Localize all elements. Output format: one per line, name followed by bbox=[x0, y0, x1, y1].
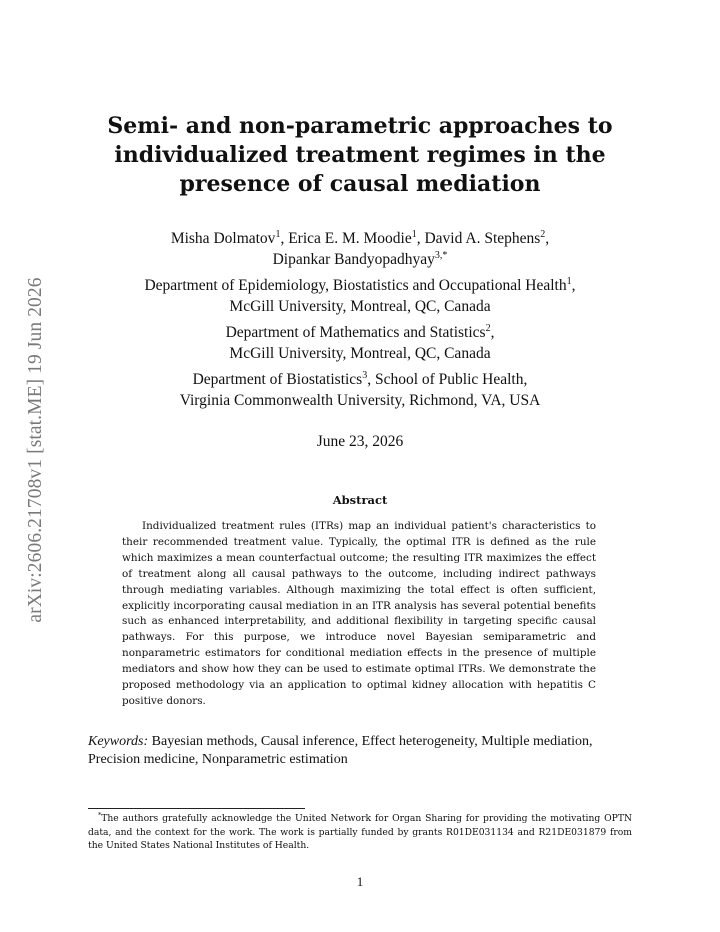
abstract-body bbox=[122, 519, 596, 710]
affiliation-text: Department of Mathematics and Statistics bbox=[225, 324, 486, 341]
keywords bbox=[88, 733, 632, 768]
footnote-text: The authors gratefully acknowledge the United Network for Organ Sharing for providing the motivating OPTN data, and the context for the work. The work is partially funded by grants R01DE031134 and R21DE031879 from the United States National Institutes of Health. bbox=[88, 813, 632, 851]
keywords-text: Bayesian methods, Causal inference, Effect heterogeneity, Multiple mediation, Precision medicine, Nonparametric estimation bbox=[88, 734, 593, 767]
abstract-text: Individualized treatment rules (ITRs) map an individual patient's characteristics to their recommended treatment value. Typically, the optimal ITR is defined as the rule which maximizes a mean counterfactual outcome; the resulting ITR maximizes the effect of treatment along all causal pathways to the outcome, including indirect pathways through mediating variables. Although maximizing the total effect is often sufficient, explicitly incorporating causal mediation in an ITR analysis has several potential benefits such as enhanced interpretability, and additional flexibility in targeting specific causal pathways. For this purpose, we introduce novel Bayesian semiparametric and nonparametric estimators for conditional mediation effects in the presence of multiple mediators and show how they can be used to estimate optimal ITRs. We demonstrate the proposed methodology via an application to optimal kidney allocation with hepatitis C positive donors. bbox=[122, 520, 596, 707]
paper-date: June 23, 2026 bbox=[316, 433, 404, 450]
footnote-rule bbox=[88, 808, 305, 809]
affiliation-text: McGill University, Montreal, QC, Canada bbox=[229, 298, 491, 315]
footnote-marker: * bbox=[98, 811, 102, 819]
affiliation-text: , School of Public Health, bbox=[367, 371, 528, 388]
affiliation-marker: 3,* bbox=[434, 250, 448, 261]
affiliation-1 bbox=[0, 275, 720, 317]
abstract-heading: Abstract bbox=[332, 493, 388, 507]
author-name: , David A. Stephens bbox=[416, 230, 541, 247]
affiliation-2 bbox=[0, 322, 720, 364]
affiliation-marker: 1 bbox=[411, 229, 417, 240]
affiliation-marker: 1 bbox=[275, 229, 281, 240]
paper-title bbox=[0, 112, 720, 199]
author-list bbox=[0, 228, 720, 270]
keywords-label: Keywords: bbox=[88, 734, 149, 749]
affiliation-marker: 2 bbox=[485, 323, 491, 334]
title-line: Semi- and non-parametric approaches to bbox=[107, 113, 613, 139]
affiliation-text: Department of Epidemiology, Biostatistics and Occupational Health bbox=[144, 277, 567, 294]
arxiv-watermark: arXiv:2606.21708v1 [stat.ME] 19 Jun 2026 bbox=[25, 277, 46, 623]
title-line: presence of causal mediation bbox=[179, 171, 541, 197]
affiliation-marker: 2 bbox=[540, 229, 546, 240]
author-name: , Erica E. M. Moodie bbox=[280, 230, 412, 247]
affiliation-3 bbox=[0, 369, 720, 411]
affiliation-text: McGill University, Montreal, QC, Canada bbox=[229, 345, 491, 362]
page-number: 1 bbox=[356, 874, 364, 889]
affiliation-marker: 1 bbox=[566, 276, 572, 287]
title-line: individualized treatment regimes in the bbox=[114, 142, 606, 168]
author-name: Misha Dolmatov bbox=[170, 230, 276, 247]
separator: , bbox=[490, 324, 495, 341]
separator: , bbox=[571, 277, 576, 294]
affiliation-text: Department of Biostatistics bbox=[192, 371, 363, 388]
author-name: Dipankar Bandyopadhyay bbox=[272, 251, 435, 268]
separator: , bbox=[545, 230, 550, 247]
footnote bbox=[88, 812, 632, 853]
affiliation-marker: 3 bbox=[362, 370, 368, 381]
affiliation-text: Virginia Commonwealth University, Richmond, VA, USA bbox=[179, 392, 541, 409]
